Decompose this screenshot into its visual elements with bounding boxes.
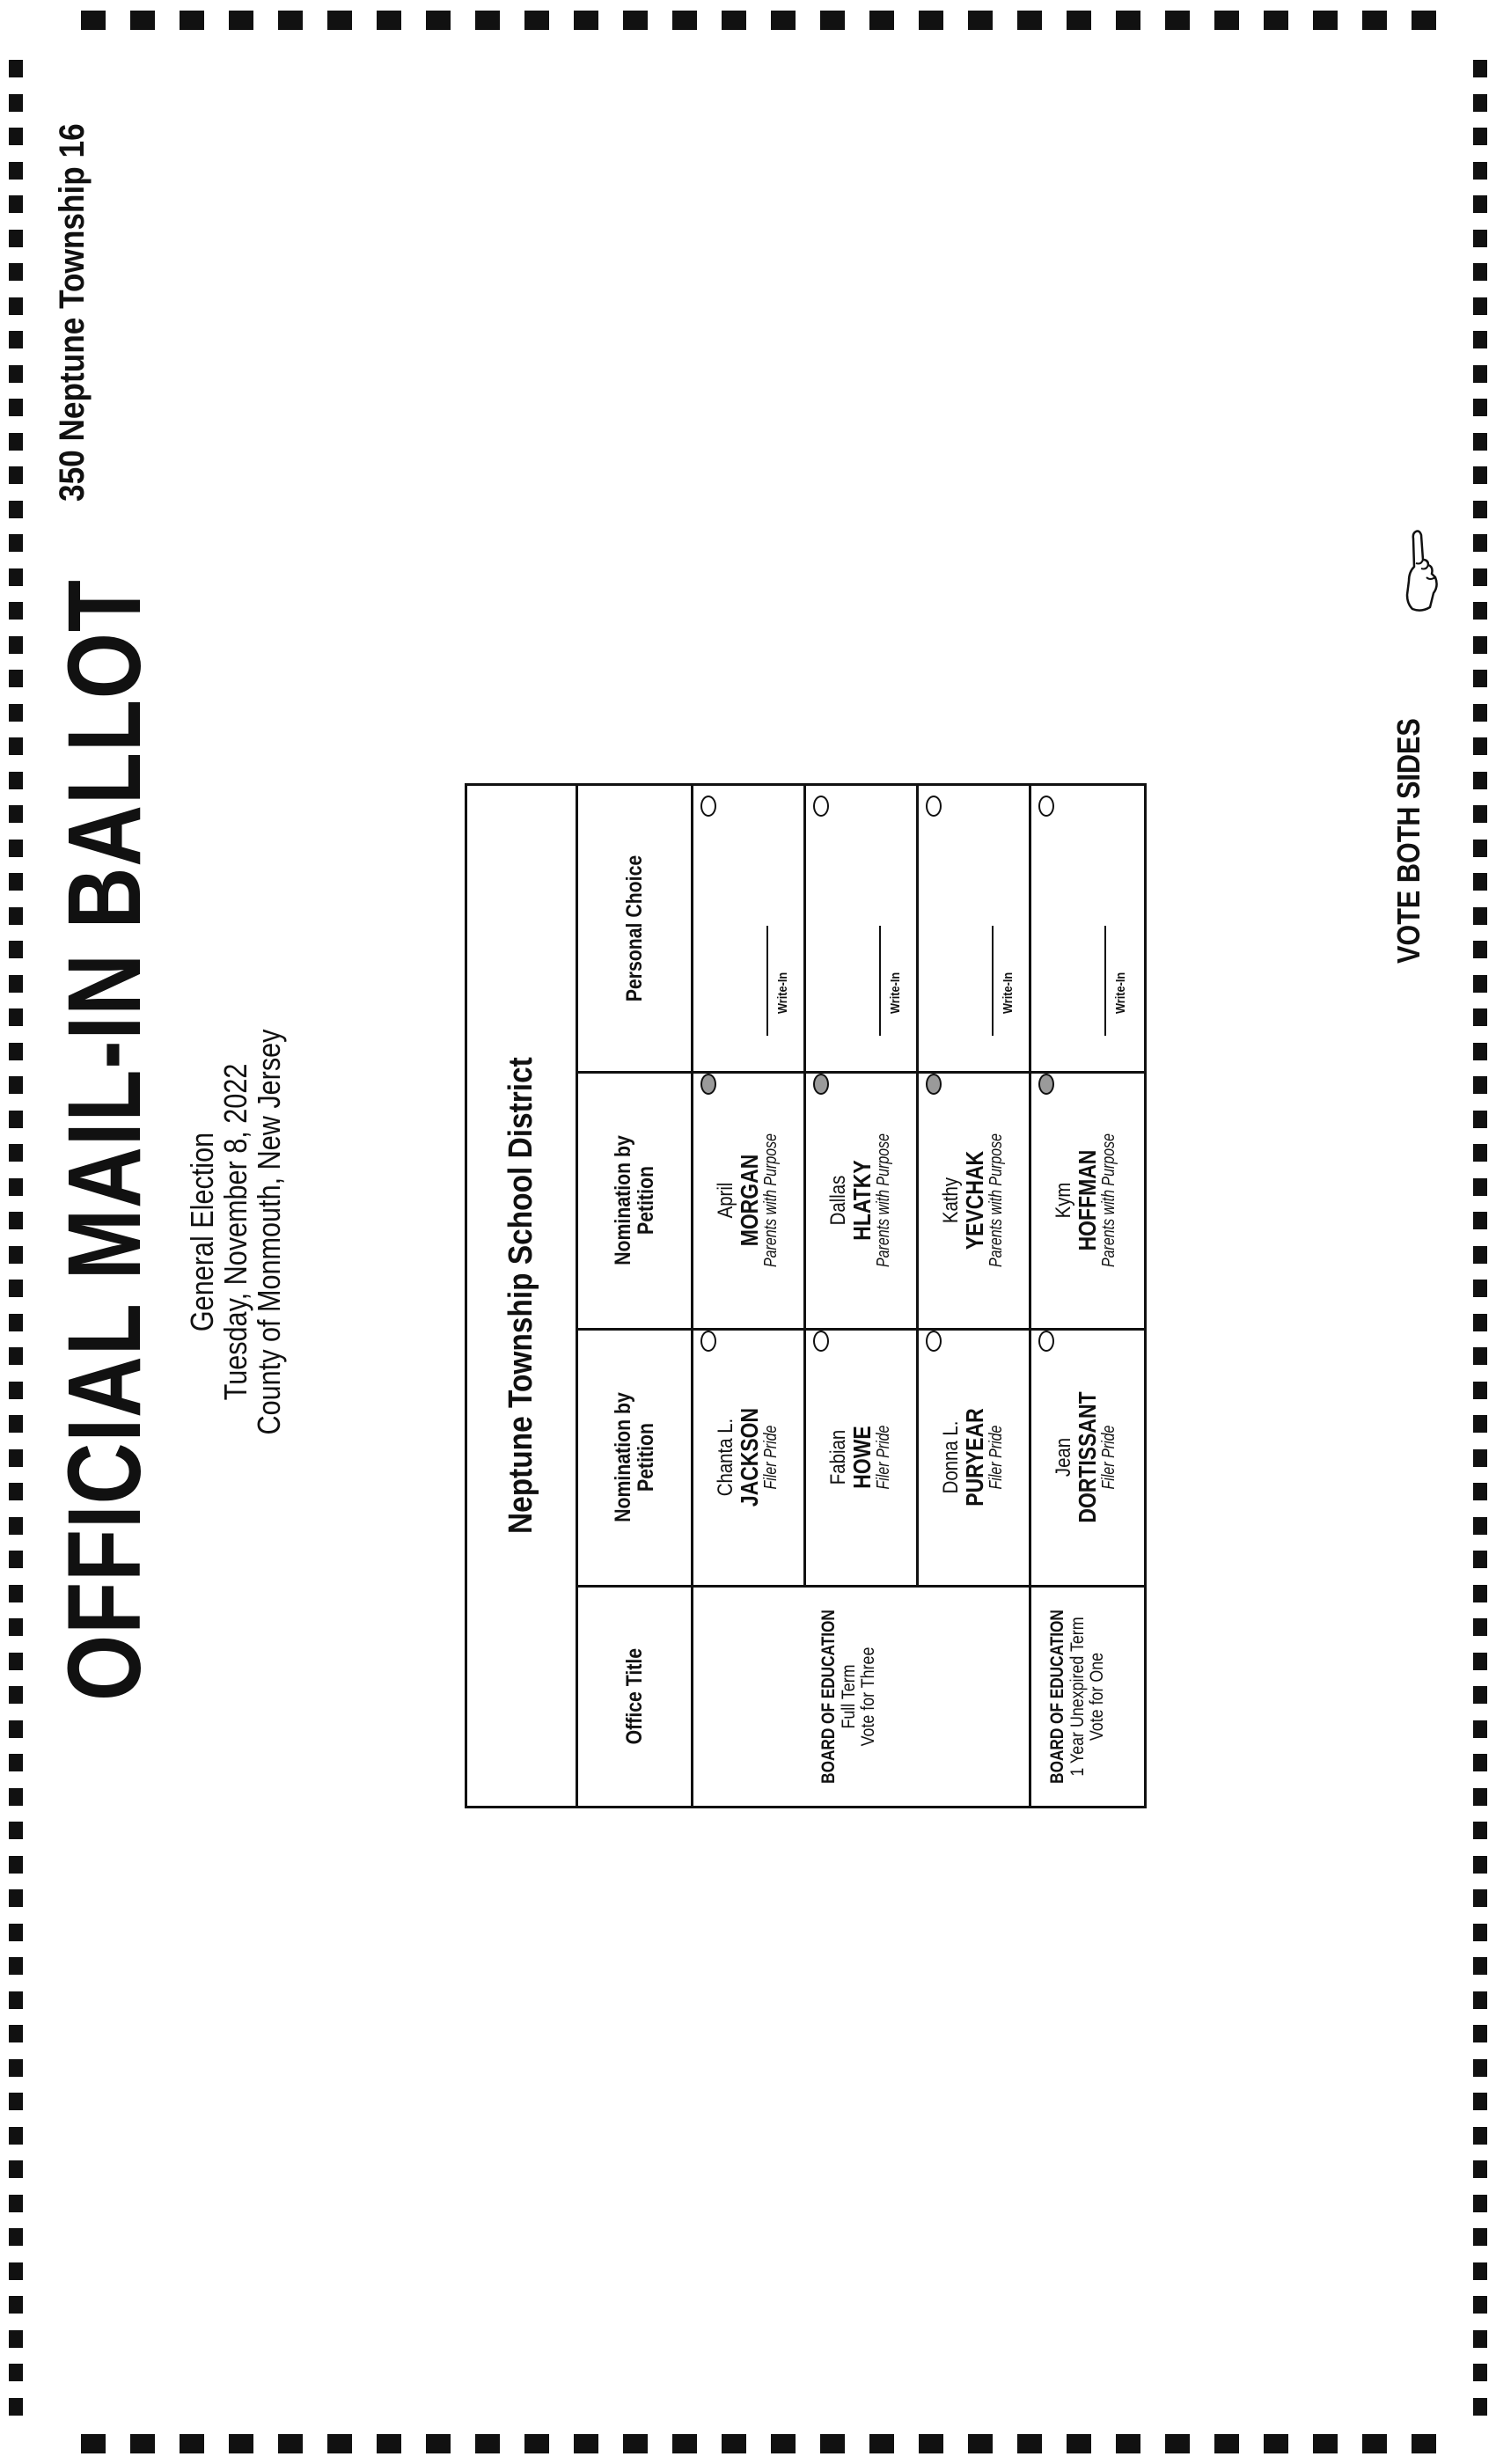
office-vote-for: Vote for One <box>1087 1652 1108 1742</box>
vote-oval-hlatky[interactable] <box>813 1074 829 1095</box>
vote-both-sides-label: VOTE BOTH SIDES <box>1390 718 1426 964</box>
vote-oval-dortissant[interactable] <box>1038 1331 1054 1352</box>
office-title: BOARD OF EDUCATION <box>1047 1610 1067 1784</box>
write-in-label: Write-In <box>888 972 903 1014</box>
election-date: Tuesday, November 8, 2022 <box>217 1063 253 1401</box>
vote-oval-morgan[interactable] <box>700 1074 716 1095</box>
vote-oval-write-in[interactable] <box>926 796 942 817</box>
office-board-full-term <box>819 1588 879 1806</box>
office-title: BOARD OF EDUCATION <box>818 1610 839 1784</box>
vote-oval-yevchak[interactable] <box>926 1074 942 1095</box>
precinct-label: 350 Neptune Township 16 <box>53 123 92 502</box>
candidate-yevchak: Kathy YEVCHAK Parents with Purpose <box>939 1133 1006 1268</box>
pointing-hand-icon <box>1395 528 1448 616</box>
vote-oval-write-in[interactable] <box>813 796 829 817</box>
office-board-unexpired-term <box>1048 1588 1108 1806</box>
district-name: Neptune Township School District <box>502 1057 539 1535</box>
office-term: 1 Year Unexpired Term <box>1067 1617 1088 1777</box>
county-name: County of Monmouth, New Jersey <box>251 1029 287 1435</box>
write-in-line[interactable] <box>879 926 881 1036</box>
vote-oval-write-in[interactable] <box>1038 796 1054 817</box>
candidate-howe: Fabian HOWE Filer Pride <box>826 1425 893 1490</box>
ballot-title: OFFICIAL MAIL-IN BALLOT <box>47 579 163 1701</box>
header-nomination-2: Nomination by Petition <box>610 1135 658 1266</box>
row-divider <box>803 786 806 1588</box>
candidate-puryear: Donna L. PURYEAR Filer Pride <box>939 1408 1006 1507</box>
contest-table <box>465 783 1147 1808</box>
election-name: General Election <box>184 1132 220 1332</box>
write-in-line[interactable] <box>766 926 768 1036</box>
write-in-line[interactable] <box>992 926 994 1036</box>
header-personal-choice: Personal Choice <box>621 854 647 1002</box>
candidate-hlatky: Dallas HLATKY Parents with Purpose <box>826 1133 893 1268</box>
vote-oval-hoffman[interactable] <box>1038 1074 1054 1095</box>
vote-oval-write-in[interactable] <box>700 796 716 817</box>
candidate-jackson: Chanta L. JACKSON Filer Pride <box>714 1407 781 1507</box>
office-term: Full Term <box>838 1664 859 1729</box>
candidate-hoffman: Kym HOFFMAN Parents with Purpose <box>1052 1133 1118 1268</box>
vote-oval-jackson[interactable] <box>700 1331 716 1352</box>
candidate-dortissant: Jean DORTISSANT Filer Pride <box>1052 1391 1118 1523</box>
header-divider <box>691 786 693 1806</box>
header-office-title: Office Title <box>621 1648 647 1745</box>
district-heading <box>467 786 578 1806</box>
header-nomination-1: Nomination by Petition <box>610 1392 658 1523</box>
write-in-line[interactable] <box>1104 926 1106 1036</box>
office-vote-for: Vote for Three <box>858 1646 879 1747</box>
write-in-label: Write-In <box>1001 972 1016 1014</box>
row-divider <box>1029 786 1031 1806</box>
candidate-morgan: April MORGAN Parents with Purpose <box>714 1133 781 1268</box>
vote-oval-howe[interactable] <box>813 1331 829 1352</box>
write-in-label: Write-In <box>1113 972 1128 1014</box>
write-in-label: Write-In <box>775 972 790 1014</box>
row-divider <box>916 786 919 1588</box>
vote-oval-puryear[interactable] <box>926 1331 942 1352</box>
